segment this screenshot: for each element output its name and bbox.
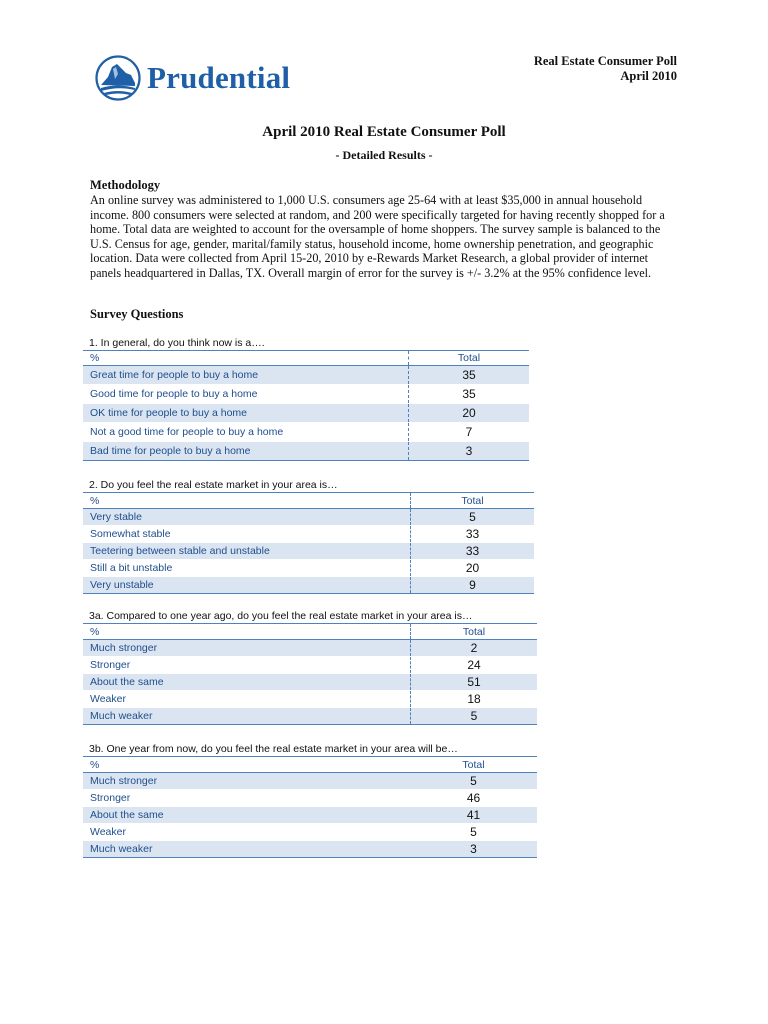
table-row — [83, 674, 537, 691]
header-info — [534, 54, 677, 84]
row-label: Much weaker — [83, 841, 410, 858]
table-row — [83, 790, 537, 807]
question-label: 3b. One year from now, do you feel the real estate market in your area will be… — [89, 743, 458, 755]
table-row — [83, 366, 529, 385]
table-row — [83, 560, 534, 577]
row-value: 5 — [411, 509, 535, 526]
row-value: 5 — [411, 708, 538, 725]
methodology-heading: Methodology — [90, 178, 161, 192]
row-value: 5 — [410, 773, 537, 790]
row-label: Stronger — [83, 790, 410, 807]
table-row — [83, 773, 537, 790]
row-value: 2 — [411, 640, 538, 657]
brand-name: Prudential — [147, 60, 291, 95]
row-label: Somewhat stable — [83, 526, 411, 543]
table-row — [83, 509, 534, 526]
row-label: About the same — [83, 674, 411, 691]
table-row — [83, 423, 529, 442]
row-value: 9 — [411, 577, 535, 594]
table-row — [83, 807, 537, 824]
methodology-body: An online survey was administered to 1,000 U.S. consumers age 25-64 with at least $35,000 in annual household income. 800 consumers were selected at random, and 200 were specifically targeted for having recently shopped for a home. Total data are weighted to account for the oversample of home shoppers. The survey sample is balanced to the U.S. Census for age, gender, marital/family status, household income, home ownership penetration, and geographic location. Data were collected from April 15-20, 2010 by e-Rewards Market Research, a global provider of internet panels headquartered in Dallas, TX. Overall margin of error for the survey is +/- 3.2% at the 95% confidence level. — [90, 193, 665, 280]
question-2-table — [83, 492, 534, 594]
table-row — [83, 404, 529, 423]
column-header-total: Total — [410, 757, 537, 773]
column-header-total: Total — [411, 493, 535, 509]
column-header-total: Total — [409, 351, 530, 366]
row-value: 7 — [409, 423, 530, 442]
table-row — [83, 442, 529, 461]
row-label: Great time for people to buy a home — [83, 366, 409, 385]
row-label: Still a bit unstable — [83, 560, 411, 577]
row-label: Much weaker — [83, 708, 411, 725]
row-label: Weaker — [83, 691, 411, 708]
column-header-percent: % — [83, 351, 409, 366]
row-label: About the same — [83, 807, 410, 824]
question-1 — [83, 336, 529, 461]
question-label: 2. Do you feel the real estate market in your area is… — [89, 479, 338, 491]
question-3a-table — [83, 623, 537, 725]
row-label: Very stable — [83, 509, 411, 526]
table-row — [83, 640, 537, 657]
row-label: Much stronger — [83, 773, 410, 790]
header-poll-name: Real Estate Consumer Poll — [533, 54, 677, 68]
table-row — [83, 385, 529, 404]
question-3b-table — [83, 756, 537, 858]
table-row — [83, 824, 537, 841]
row-value: 33 — [411, 526, 535, 543]
column-header-total: Total — [411, 624, 538, 640]
header-date: April 2010 — [620, 69, 677, 83]
row-value: 41 — [410, 807, 537, 824]
question-label: 1. In general, do you think now is a…. — [89, 337, 265, 349]
table-row — [83, 526, 534, 543]
page-title: April 2010 Real Estate Consumer Poll — [262, 124, 506, 140]
row-label: OK time for people to buy a home — [83, 404, 409, 423]
question-2 — [83, 478, 534, 594]
prudential-logo — [95, 54, 290, 102]
row-value: 18 — [411, 691, 538, 708]
column-header-percent: % — [83, 757, 410, 773]
question-1-table — [83, 350, 529, 461]
table-row — [83, 841, 537, 858]
row-label: Stronger — [83, 657, 411, 674]
question-3a — [83, 609, 537, 725]
row-value: 24 — [411, 657, 538, 674]
row-label: Not a good time for people to buy a home — [83, 423, 409, 442]
column-header-percent: % — [83, 493, 411, 509]
rock-logo-icon — [95, 55, 141, 101]
row-value: 46 — [410, 790, 537, 807]
table-row — [83, 691, 537, 708]
row-value: 5 — [410, 824, 537, 841]
row-value: 33 — [411, 543, 535, 560]
row-label: Very unstable — [83, 577, 411, 594]
table-row — [83, 657, 537, 674]
row-value: 51 — [411, 674, 538, 691]
question-3b — [83, 742, 537, 858]
table-row — [83, 543, 534, 560]
column-header-percent: % — [83, 624, 411, 640]
table-row — [83, 577, 534, 594]
page-subtitle: - Detailed Results - — [335, 148, 433, 162]
row-value: 35 — [409, 366, 530, 385]
row-value: 3 — [410, 841, 537, 858]
row-label: Teetering between stable and unstable — [83, 543, 411, 560]
row-label: Much stronger — [83, 640, 411, 657]
row-value: 3 — [409, 442, 530, 461]
survey-questions-heading: Survey Questions — [90, 307, 184, 321]
row-label: Weaker — [83, 824, 410, 841]
table-row — [83, 708, 537, 725]
row-value: 20 — [411, 560, 535, 577]
question-label: 3a. Compared to one year ago, do you feel the real estate market in your area is… — [89, 610, 473, 622]
row-label: Good time for people to buy a home — [83, 385, 409, 404]
row-value: 20 — [409, 404, 530, 423]
row-value: 35 — [409, 385, 530, 404]
row-label: Bad time for people to buy a home — [83, 442, 409, 461]
